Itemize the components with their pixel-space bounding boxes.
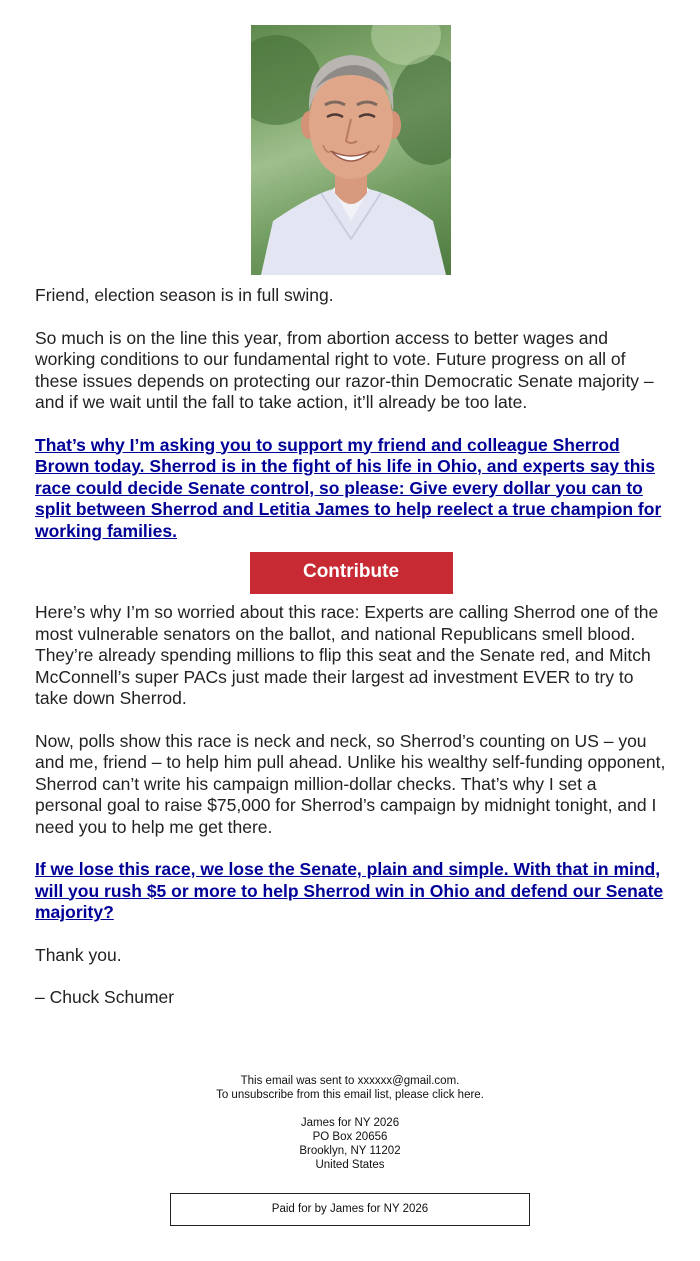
email-footer <box>0 1074 700 1172</box>
donate-link-2[interactable]: If we lose this race, we lose the Senate, plain and simple. With that in mind, will you rush $5 or more to help Sherrod win in Ohio and defend our Senate majority? <box>35 859 664 922</box>
sent-to-text: This email was sent to xxxxxx@gmail.com. <box>240 1075 460 1087</box>
donate-link-1[interactable]: That’s why I’m asking you to support my friend and colleague Sherrod Brown today. Sherrod is in the fight of his life in Ohio, and experts say this race could decide Senate control, so please: Give every dollar you can to split between Sherrod and Letitia James to help reelect a true champion for working families. <box>35 434 662 541</box>
greeting-paragraph: Friend, election season is in full swing. <box>35 285 334 305</box>
address-line: PO Box 20656 <box>312 1131 388 1143</box>
stakes-paragraph: So much is on the line this year, from abortion access to better wages and working conditions to our fundamental right to vote. Future progress on all of these issues depends on protecting our razor-thin Democratic Senate majority – and if we wait until the fall to take action, it’ll already be too late. <box>35 327 654 412</box>
address-line: United States <box>315 1159 385 1171</box>
thanks-text: Thank you. <box>35 944 122 965</box>
worry-paragraph: Here’s why I’m so worried about this race: Experts are calling Sherrod one of the most vulnerable senators on the ballot, and national Republicans smell blood. They’re already spending millions to flip this seat and the Senate red, and Mitch McConnell’s super PACs just made their largest ad investment EVER to try to take down Sherrod. <box>35 602 659 708</box>
address-line: Brooklyn, NY 11202 <box>299 1145 401 1157</box>
contribute-button[interactable]: Contribute <box>250 552 453 594</box>
mailing-address <box>0 1116 700 1172</box>
unsubscribe-link[interactable]: To unsubscribe from this email list, please click here. <box>216 1089 484 1101</box>
email-body <box>35 25 667 1009</box>
portrait-photo <box>251 25 451 275</box>
address-line: James for NY 2026 <box>300 1117 400 1129</box>
signoff-text: – Chuck Schumer <box>35 987 175 1007</box>
portrait-illustration <box>251 25 451 275</box>
paid-for-disclaimer: Paid for by James for NY 2026 <box>170 1193 530 1226</box>
ask-paragraph-2 <box>35 859 667 924</box>
polls-paragraph: Now, polls show this race is neck and neck, so Sherrod’s counting on US – you and me, friend – to help him pull ahead. Unlike his wealthy self-funding opponent, Sherrod can’t write his campaign million-dollar checks. That’s why I set a personal goal to raise $75,000 for Sherrod’s campaign by midnight tonight, and I need you to help me get there. <box>35 730 666 837</box>
contribute-button-wrap <box>35 552 667 594</box>
ask-paragraph-1 <box>35 435 667 543</box>
